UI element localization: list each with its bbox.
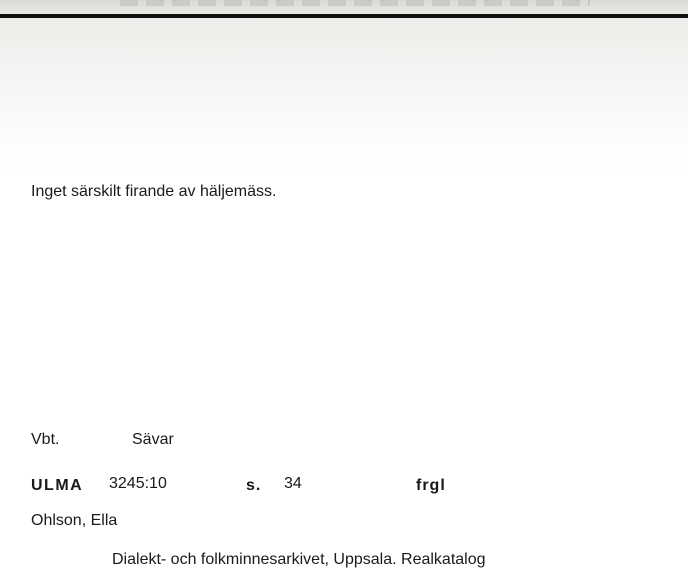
category-code: frgl <box>416 477 446 494</box>
archive-code: ULMA <box>31 477 84 494</box>
catalog-card <box>0 18 688 574</box>
top-scan-edge <box>0 0 688 14</box>
region-label: Vbt. <box>31 431 60 448</box>
place-name: Sävar <box>132 431 174 448</box>
card-body-text: Inget särskilt firande av häljemäss. <box>31 183 277 200</box>
accession-number: 3245:10 <box>109 475 167 492</box>
page-number: 34 <box>284 475 302 492</box>
top-edge-ghost-text <box>120 0 590 6</box>
page-label: s. <box>246 477 262 494</box>
card-footer: Dialekt- och folkminnesarkivet, Uppsala. Realkatalog <box>112 551 486 568</box>
informant-name: Ohlson, Ella <box>31 512 118 529</box>
